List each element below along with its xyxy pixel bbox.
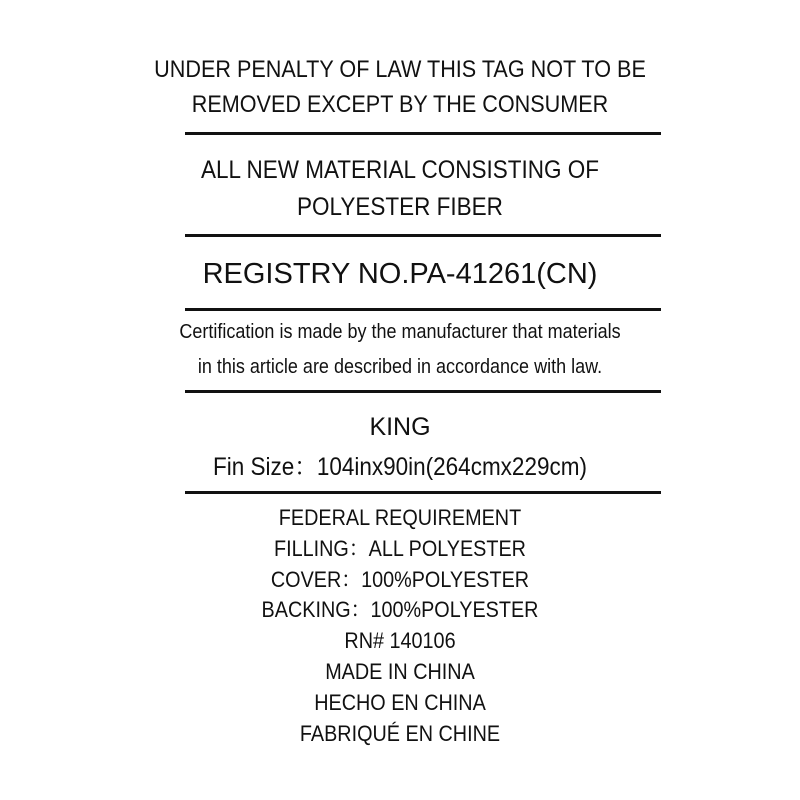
made-in-english: MADE IN CHINA [325, 659, 475, 684]
certification-line-1: Certification is made by the manufacturer that materials [179, 321, 621, 343]
material-line-1: ALL NEW MATERIAL CONSISTING OF [201, 156, 599, 184]
rn-number: RN# 140106 [344, 628, 456, 653]
fin-size: Fin Size：104inx90in(264cmx229cm) [213, 453, 587, 481]
federal-heading: FEDERAL REQUIREMENT [278, 505, 522, 530]
filling-line: FILLING：ALL POLYESTER [274, 536, 526, 561]
warning-line-1: UNDER PENALTY OF LAW THIS TAG NOT TO BE [154, 56, 646, 83]
warning-line-2: REMOVED EXCEPT BY THE CONSUMER [191, 91, 609, 118]
backing-line: BACKING：100%POLYESTER [261, 597, 539, 622]
divider-5 [185, 491, 661, 494]
divider-3 [185, 308, 661, 311]
material-line-2: POLYESTER FIBER [297, 193, 503, 221]
size-name: KING [369, 413, 431, 441]
made-in-spanish: HECHO EN CHINA [314, 690, 486, 715]
cover-line: COVER：100%POLYESTER [270, 567, 530, 592]
divider-4 [185, 390, 661, 393]
divider-1 [185, 132, 661, 135]
divider-2 [185, 234, 661, 237]
certification-line-2: in this article are described in accordance with law. [197, 356, 603, 378]
made-in-french: FABRIQUÉ EN CHINE [299, 721, 501, 746]
registry-number: REGISTRY NO.PA-41261(CN) [202, 258, 598, 290]
